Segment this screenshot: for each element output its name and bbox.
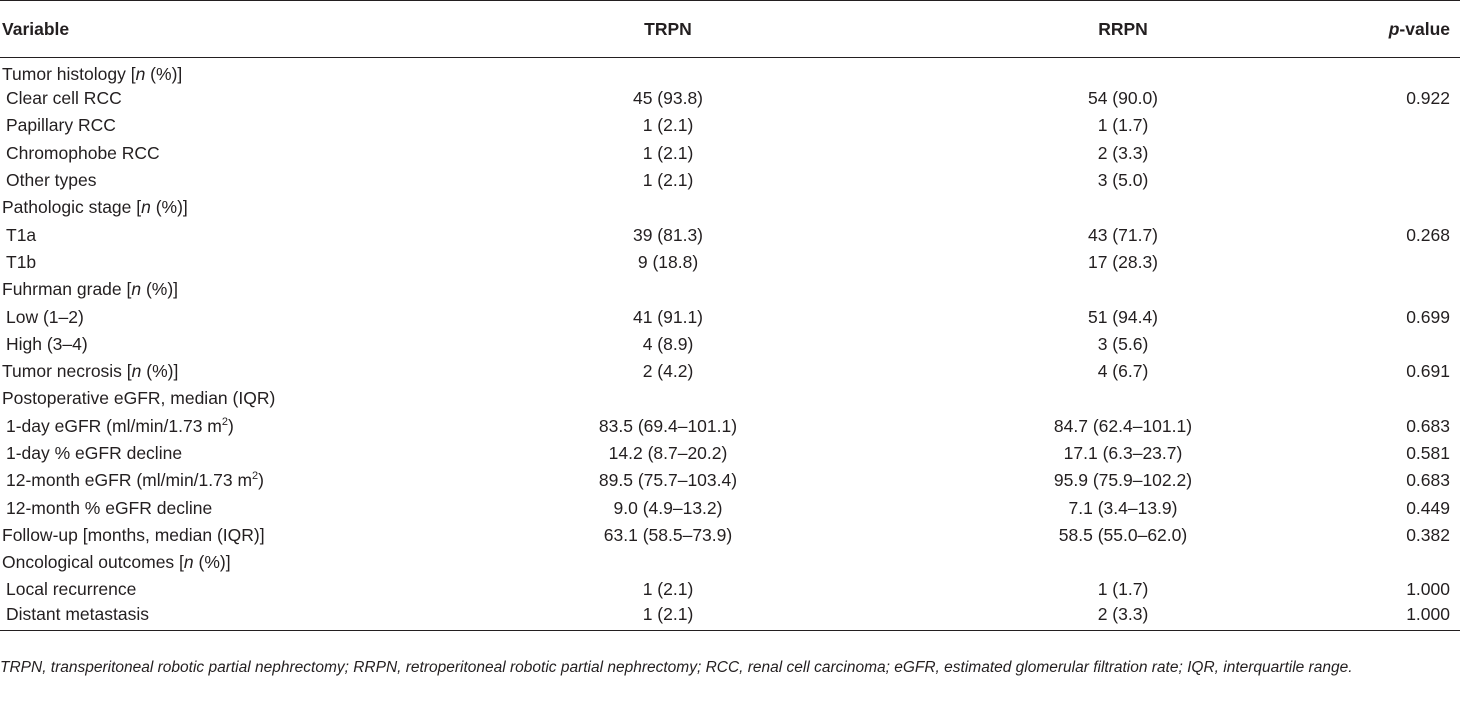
cell-pvalue: 0.581 [1406, 443, 1450, 463]
table-row [0, 194, 1460, 221]
table-row [0, 358, 1460, 385]
row-label: Other types [6, 170, 97, 191]
cell-rrpn: 1 (1.7) [1097, 579, 1149, 600]
cell-trpn: 63.1 (58.5–73.9) [603, 524, 733, 545]
cell-trpn: 1 (2.1) [642, 115, 694, 136]
table-row [0, 58, 1460, 86]
table-row [0, 413, 1460, 440]
label-post: (%)] [141, 279, 179, 300]
cell-trpn: 1 (2.1) [642, 142, 694, 163]
header-trpn: TRPN [644, 18, 692, 39]
label-post: (%)] [150, 197, 188, 218]
header-row [0, 1, 1460, 58]
cell-rrpn: 43 (71.7) [1087, 224, 1159, 245]
label-pre: Fuhrman grade [ [2, 279, 132, 300]
cell-pvalue: 0.683 [1406, 470, 1450, 491]
cell-pvalue [1350, 385, 1460, 412]
cell-trpn: 2 (4.2) [642, 361, 694, 382]
cell-pvalue [1350, 58, 1460, 86]
cell-pvalue [1350, 112, 1460, 139]
cell-trpn [440, 276, 896, 303]
cell-pvalue: 0.268 [1406, 224, 1450, 245]
row-label: 1-day % eGFR decline [6, 443, 183, 463]
row-label [0, 358, 440, 385]
cell-rrpn: 4 (6.7) [1097, 361, 1149, 382]
table-row [0, 522, 1460, 549]
cell-trpn: 89.5 (75.7–103.4) [598, 470, 738, 491]
cell-pvalue: 0.691 [1406, 361, 1450, 382]
cell-pvalue: 0.922 [1406, 88, 1450, 109]
cell-rrpn: 17.1 (6.3–23.7) [1063, 443, 1183, 463]
cell-rrpn [896, 549, 1350, 576]
cell-rrpn: 51 (94.4) [1087, 306, 1159, 327]
cell-pvalue [1350, 276, 1460, 303]
table-footnote: TRPN, transperitoneal robotic partial nephrectomy; RRPN, retroperitoneal robotic partial nephrectomy; RCC, renal cell carcinoma; eGFR, estimated glomerular filtration rate; IQR, interquartile range. [0, 659, 1353, 676]
table-row [0, 276, 1460, 303]
table-row [0, 249, 1460, 276]
cell-pvalue: 1.000 [1406, 579, 1450, 600]
cell-pvalue: 0.382 [1406, 524, 1450, 545]
label-main: 1-day eGFR (ml/min/1.73 m [6, 415, 222, 436]
cell-trpn [440, 385, 896, 412]
cell-pvalue [1350, 194, 1460, 221]
label-post: (%)] [145, 64, 183, 84]
row-label: Papillary RCC [6, 115, 116, 136]
cell-trpn: 14.2 (8.7–20.2) [608, 443, 728, 463]
label-tail: ) [258, 470, 264, 491]
label-italic: n [141, 197, 151, 218]
cell-rrpn [896, 58, 1350, 86]
table-row [0, 221, 1460, 248]
cell-trpn: 9 (18.8) [637, 251, 699, 272]
cell-rrpn: 1 (1.7) [1097, 115, 1149, 136]
row-label: Distant metastasis [6, 604, 149, 625]
row-label [0, 413, 440, 440]
cell-trpn [440, 194, 896, 221]
row-label: 12-month % eGFR decline [6, 497, 213, 518]
header-pvalue [1350, 1, 1460, 58]
row-label: Chromophobe RCC [6, 142, 160, 163]
table-row [0, 331, 1460, 358]
row-label: Postoperative eGFR, median (IQR) [2, 388, 276, 409]
cell-trpn [440, 549, 896, 576]
cell-rrpn [896, 385, 1350, 412]
cell-trpn: 83.5 (69.4–101.1) [598, 415, 738, 436]
cell-trpn: 39 (81.3) [632, 224, 704, 245]
label-tail: ) [228, 415, 234, 436]
cell-rrpn [896, 194, 1350, 221]
table-row [0, 112, 1460, 139]
cell-trpn: 4 (8.9) [642, 333, 694, 354]
table-body [0, 58, 1460, 631]
cell-pvalue: 1.000 [1406, 604, 1450, 625]
table-row [0, 604, 1460, 631]
table-row [0, 303, 1460, 330]
row-label: Follow-up [months, median (IQR)] [2, 524, 265, 545]
cell-rrpn: 95.9 (75.9–102.2) [1053, 470, 1193, 491]
header-rrpn: RRPN [1098, 18, 1148, 39]
row-label [0, 276, 440, 303]
table-header [0, 1, 1460, 58]
row-label: T1a [6, 224, 37, 245]
cell-rrpn: 3 (5.0) [1097, 170, 1149, 191]
cell-rrpn: 58.5 (55.0–62.0) [1058, 524, 1188, 545]
label-pre: Tumor necrosis [ [2, 361, 132, 382]
table-row [0, 494, 1460, 521]
cell-trpn: 9.0 (4.9–13.2) [613, 497, 723, 518]
row-label: Local recurrence [6, 579, 137, 600]
label-post: (%)] [141, 361, 179, 382]
header-variable: Variable [2, 18, 70, 39]
table-row [0, 140, 1460, 167]
cell-trpn: 41 (91.1) [632, 306, 704, 327]
cell-rrpn: 17 (28.3) [1087, 251, 1159, 272]
row-label: High (3–4) [6, 333, 88, 354]
row-label: Low (1–2) [6, 306, 84, 327]
cell-trpn: 1 (2.1) [642, 604, 694, 625]
cell-trpn: 1 (2.1) [642, 579, 694, 600]
cell-rrpn: 2 (3.3) [1097, 604, 1149, 625]
table-row [0, 576, 1460, 603]
row-label [0, 194, 440, 221]
cell-pvalue [1350, 167, 1460, 194]
cell-rrpn: 54 (90.0) [1087, 88, 1159, 109]
row-label: T1b [6, 251, 37, 272]
cell-rrpn: 7.1 (3.4–13.9) [1068, 497, 1178, 518]
table-row [0, 440, 1460, 467]
cell-pvalue: 0.699 [1406, 306, 1450, 327]
row-label [0, 549, 440, 576]
label-superscript: 2 [252, 470, 259, 483]
label-italic: n [183, 552, 194, 573]
table-row [0, 467, 1460, 494]
label-italic: n [131, 279, 142, 300]
header-pvalue-italic: p [1388, 18, 1400, 39]
cell-rrpn: 3 (5.6) [1097, 333, 1149, 354]
table-row [0, 385, 1460, 412]
cell-rrpn: 2 (3.3) [1097, 142, 1149, 163]
label-superscript: 2 [221, 415, 229, 428]
cell-trpn [440, 58, 896, 86]
table-row [0, 549, 1460, 576]
cell-pvalue [1350, 249, 1460, 276]
cell-rrpn: 84.7 (62.4–101.1) [1053, 415, 1193, 436]
cell-pvalue [1350, 140, 1460, 167]
cell-trpn: 45 (93.8) [632, 88, 704, 109]
label-pre: Oncological outcomes [ [2, 552, 184, 573]
label-pre: Tumor histology [ [2, 64, 136, 84]
row-label [0, 467, 440, 494]
label-italic: n [135, 64, 146, 84]
cell-pvalue: 0.683 [1406, 415, 1450, 436]
label-italic: n [131, 361, 142, 382]
table-row [0, 85, 1460, 112]
row-label: Clear cell RCC [6, 88, 122, 109]
table-row [0, 167, 1460, 194]
row-label [0, 58, 440, 86]
cell-rrpn [896, 276, 1350, 303]
label-post: (%)] [193, 552, 231, 573]
label-pre: Pathologic stage [ [2, 197, 142, 218]
label-main: 12-month eGFR (ml/min/1.73 m [6, 470, 253, 491]
cell-pvalue: 0.449 [1406, 497, 1450, 518]
cell-pvalue [1350, 331, 1460, 358]
header-pvalue-rest: -value [1399, 18, 1450, 39]
cell-pvalue [1350, 549, 1460, 576]
cell-trpn: 1 (2.1) [642, 170, 694, 191]
